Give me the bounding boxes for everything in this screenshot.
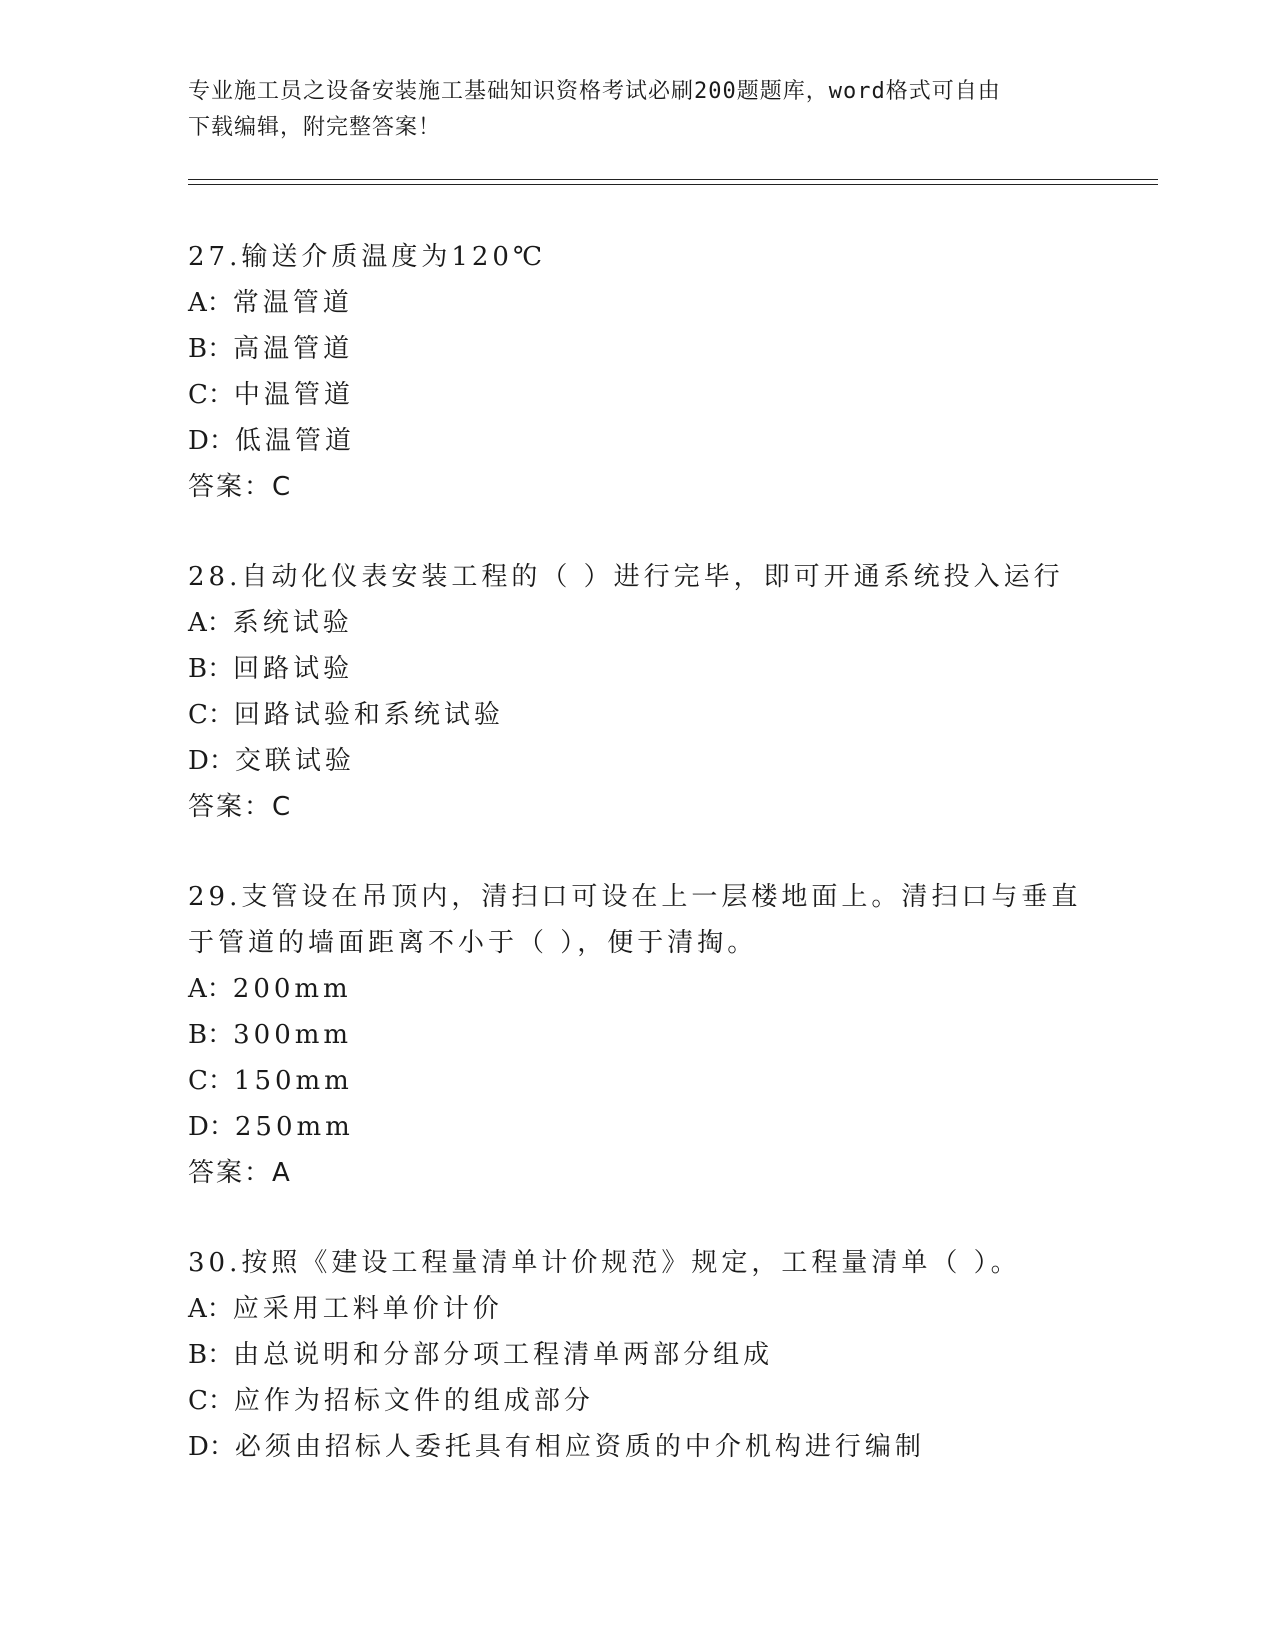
option-letter: B：	[188, 334, 234, 364]
header-rule-top	[188, 179, 1158, 180]
header-line-2: 下载编辑，附完整答案！	[188, 115, 442, 140]
option-b	[188, 1012, 1088, 1058]
question-stem: 28.自动化仪表安装工程的（ ）进行完毕，即可开通系统投入运行	[188, 562, 1064, 592]
option-text: 中温管道	[233, 380, 354, 410]
option-d	[188, 418, 1088, 464]
header-line-1: 专业施工员之设备安装施工基础知识资格考试必刷200题题库，word格式可自由	[188, 79, 1001, 104]
option-text: 回路试验	[233, 654, 354, 684]
answer-label: 答案：C	[188, 472, 293, 502]
question-30	[188, 1240, 1088, 1470]
option-letter: D：	[188, 746, 235, 776]
option-letter: B：	[188, 1340, 234, 1370]
option-text: 低温管道	[234, 426, 355, 456]
question-stem: 30.按照《建设工程量清单计价规范》规定，工程量清单（ ）。	[188, 1248, 1021, 1278]
option-d	[188, 1104, 1088, 1150]
option-letter: D：	[188, 1112, 235, 1142]
option-a	[188, 1286, 1088, 1332]
option-letter: C：	[188, 380, 234, 410]
document-header	[188, 74, 1088, 146]
option-text: 必须由招标人委托具有相应资质的中介机构进行编制	[234, 1432, 925, 1462]
option-text: 常温管道	[232, 288, 353, 318]
option-c	[188, 1058, 1088, 1104]
option-letter: A：	[188, 608, 233, 638]
option-text: 250mm	[234, 1112, 354, 1142]
question-29	[188, 874, 1088, 1196]
option-c	[188, 692, 1088, 738]
option-text: 回路试验和系统试验	[233, 700, 504, 730]
option-text: 高温管道	[233, 334, 354, 364]
option-text: 由总说明和分部分项工程清单两部分组成	[233, 1340, 774, 1370]
question-stem: 27.输送介质温度为120℃	[188, 242, 547, 272]
option-letter: C：	[188, 700, 234, 730]
question-stem: 29.支管设在吊顶内，清扫口可设在上一层楼地面上。清扫口与垂直于管道的墙面距离不小于（ ），便于清掏。	[188, 882, 1082, 958]
option-d	[188, 738, 1088, 784]
option-text: 系统试验	[232, 608, 353, 638]
option-a	[188, 280, 1088, 326]
option-text: 应作为招标文件的组成部分	[233, 1386, 594, 1416]
question-27	[188, 234, 1088, 510]
option-c	[188, 372, 1088, 418]
option-b	[188, 646, 1088, 692]
option-text: 150mm	[233, 1066, 353, 1096]
option-letter: B：	[188, 1020, 234, 1050]
question-28	[188, 554, 1088, 830]
answer-label: 答案：A	[188, 1158, 292, 1188]
option-text: 200mm	[232, 974, 352, 1004]
option-text: 交联试验	[234, 746, 355, 776]
option-letter: D：	[188, 426, 235, 456]
header-rule-bottom	[188, 184, 1158, 185]
option-letter: C：	[188, 1386, 234, 1416]
answer-label: 答案：C	[188, 792, 293, 822]
option-letter: B：	[188, 654, 234, 684]
option-b	[188, 326, 1088, 372]
option-text: 应采用工料单价计价	[232, 1294, 503, 1324]
option-d	[188, 1424, 1088, 1470]
option-letter: D：	[188, 1432, 235, 1462]
option-text: 300mm	[233, 1020, 353, 1050]
option-letter: A：	[188, 288, 233, 318]
option-c	[188, 1378, 1088, 1424]
option-a	[188, 600, 1088, 646]
option-letter: A：	[188, 1294, 233, 1324]
option-b	[188, 1332, 1088, 1378]
option-a	[188, 966, 1088, 1012]
option-letter: A：	[188, 974, 233, 1004]
option-letter: C：	[188, 1066, 234, 1096]
